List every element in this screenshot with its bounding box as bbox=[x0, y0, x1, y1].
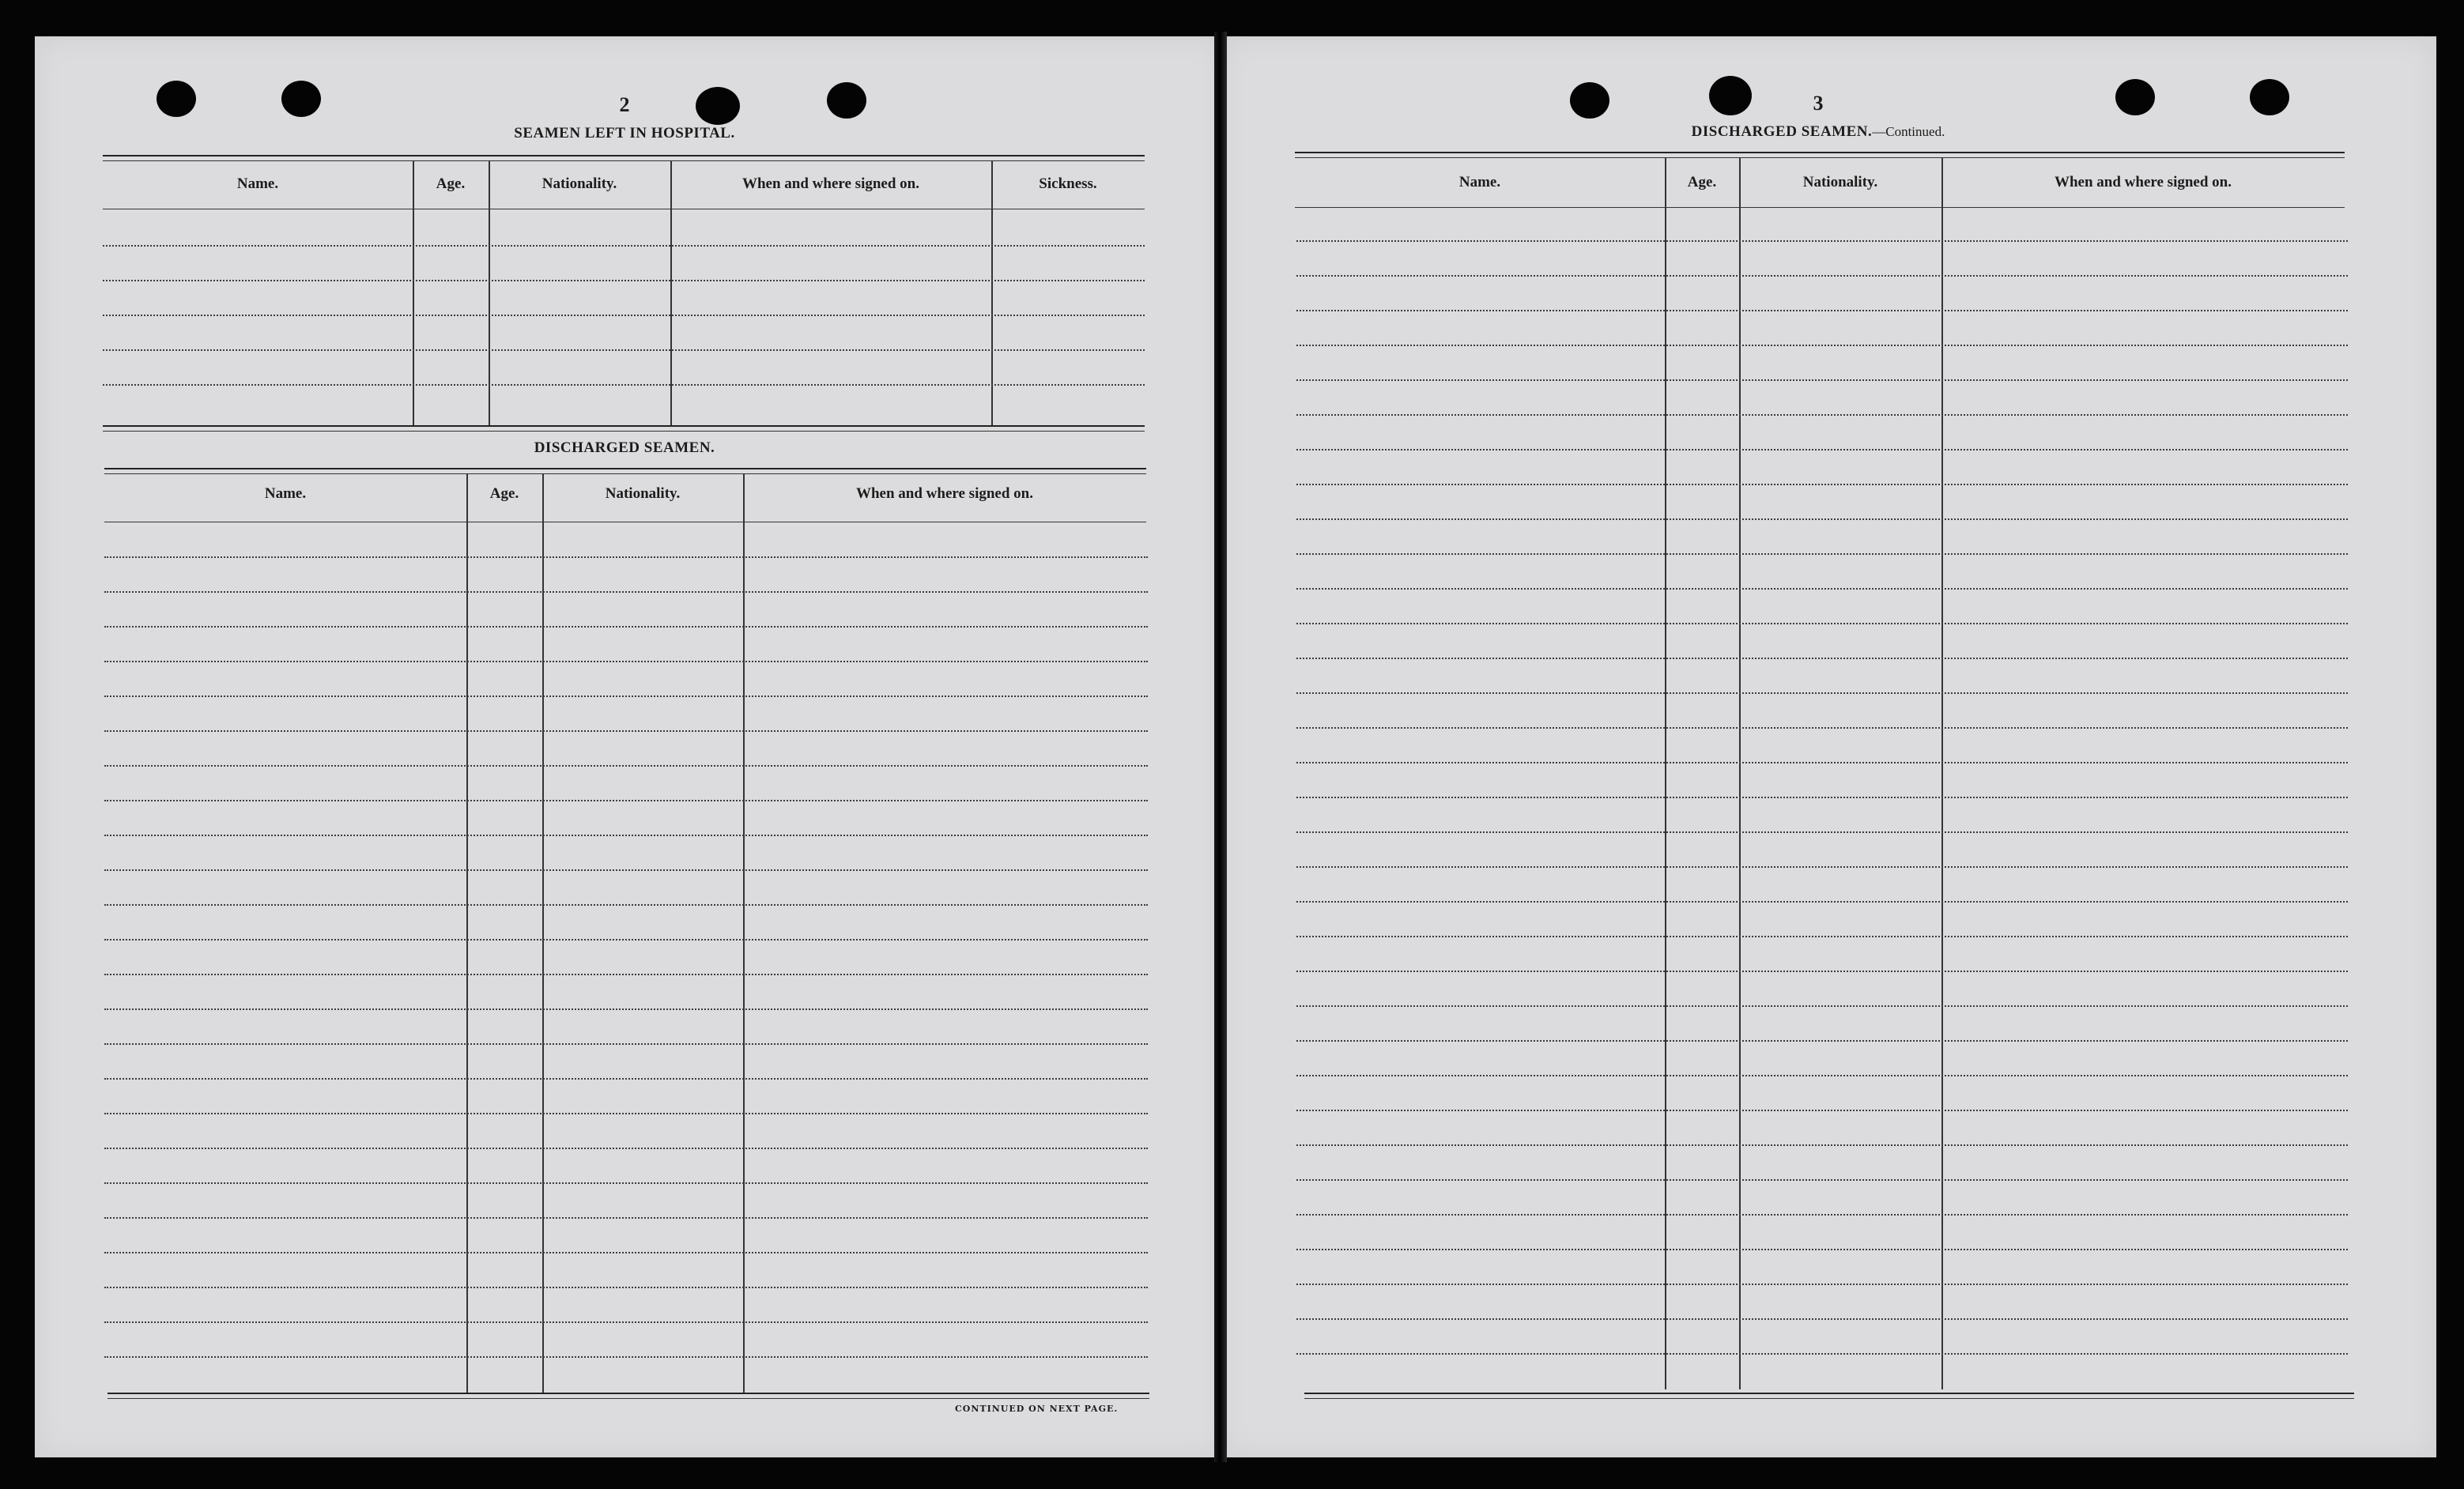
right-col-divider bbox=[1941, 158, 1943, 1389]
table-row[interactable] bbox=[104, 695, 1148, 697]
table-row[interactable] bbox=[1296, 1249, 2348, 1250]
hospital-table-top-rule-2 bbox=[103, 160, 1145, 161]
discharged-col-age: Age. bbox=[489, 485, 519, 502]
discharged-col-divider bbox=[542, 474, 544, 1394]
table-row[interactable] bbox=[104, 626, 1148, 628]
page-gutter bbox=[1214, 32, 1227, 1462]
table-row[interactable] bbox=[1296, 484, 2348, 485]
right-page bbox=[1221, 36, 2436, 1457]
right-table-bottom-rule bbox=[1304, 1393, 2354, 1394]
table-row[interactable] bbox=[1296, 762, 2348, 763]
table-row[interactable] bbox=[1296, 449, 2348, 450]
table-row[interactable] bbox=[104, 661, 1148, 662]
punch-hole-icon bbox=[2115, 79, 2155, 115]
right-header-rule bbox=[1295, 207, 2345, 208]
punch-hole-icon bbox=[281, 81, 321, 117]
page-number-right: 3 bbox=[1813, 92, 1824, 115]
punch-hole-icon bbox=[157, 81, 196, 117]
table-row[interactable] bbox=[1296, 831, 2348, 833]
table-row[interactable] bbox=[1296, 797, 2348, 798]
table-row[interactable] bbox=[1296, 901, 2348, 903]
table-row[interactable] bbox=[1296, 971, 2348, 972]
table-row[interactable] bbox=[1296, 414, 2348, 416]
discharged-table-bottom-rule-2 bbox=[108, 1398, 1149, 1399]
hospital-section-title: SEAMEN LEFT IN HOSPITAL. bbox=[514, 125, 735, 141]
table-row[interactable] bbox=[104, 1148, 1148, 1149]
table-row[interactable] bbox=[1296, 1075, 2348, 1076]
hospital-table-bottom-rule-2 bbox=[103, 431, 1145, 432]
table-row[interactable] bbox=[104, 1287, 1148, 1288]
table-row[interactable] bbox=[104, 835, 1148, 836]
punch-hole-icon bbox=[827, 82, 866, 119]
table-row[interactable] bbox=[104, 730, 1148, 732]
table-row[interactable] bbox=[1296, 727, 2348, 729]
hospital-col-signed-on: When and where signed on. bbox=[741, 175, 919, 192]
table-row[interactable] bbox=[104, 800, 1148, 801]
table-row[interactable] bbox=[1296, 1040, 2348, 1042]
punch-hole-icon bbox=[2250, 79, 2289, 115]
punch-hole-icon bbox=[1709, 76, 1752, 115]
discharged-continued-title-main: DISCHARGED SEAMEN. bbox=[1691, 123, 1873, 140]
page-number-left: 2 bbox=[619, 93, 630, 116]
table-row[interactable] bbox=[103, 384, 1145, 386]
discharged-col-divider bbox=[466, 474, 468, 1394]
table-row[interactable] bbox=[104, 869, 1148, 871]
table-row[interactable] bbox=[1296, 658, 2348, 659]
table-row[interactable] bbox=[1296, 1318, 2348, 1320]
table-row[interactable] bbox=[104, 1252, 1148, 1253]
table-row[interactable] bbox=[1296, 379, 2348, 381]
hospital-col-nationality: Nationality. bbox=[541, 175, 617, 192]
table-row[interactable] bbox=[1296, 1353, 2348, 1355]
discharged-continued-title-suffix: —Continued. bbox=[1872, 124, 1945, 139]
table-row[interactable] bbox=[1296, 936, 2348, 937]
discharged-col-signed-on: When and where signed on. bbox=[855, 485, 1033, 502]
hospital-col-name: Name. bbox=[236, 175, 279, 192]
discharged-col-divider bbox=[743, 474, 745, 1394]
table-row[interactable] bbox=[104, 939, 1148, 941]
continued-note: CONTINUED ON NEXT PAGE. bbox=[955, 1404, 1119, 1414]
hospital-col-age: Age. bbox=[436, 175, 466, 192]
table-row[interactable] bbox=[104, 591, 1148, 593]
table-row[interactable] bbox=[104, 1078, 1148, 1080]
table-row[interactable] bbox=[1296, 240, 2348, 242]
table-row[interactable] bbox=[1296, 518, 2348, 520]
right-table-top-rule bbox=[1295, 152, 2345, 153]
table-row[interactable] bbox=[1296, 310, 2348, 311]
table-row[interactable] bbox=[104, 1008, 1148, 1010]
table-row[interactable] bbox=[104, 974, 1148, 975]
table-row[interactable] bbox=[104, 1321, 1148, 1323]
right-col-nationality: Nationality. bbox=[1802, 174, 1878, 190]
discharged-table-bottom-rule bbox=[108, 1393, 1149, 1394]
table-row[interactable] bbox=[104, 904, 1148, 906]
right-col-age: Age. bbox=[1687, 174, 1717, 190]
table-row[interactable] bbox=[1296, 1284, 2348, 1285]
discharged-col-name: Name. bbox=[264, 485, 307, 502]
table-row[interactable] bbox=[104, 1182, 1148, 1184]
table-row[interactable] bbox=[1296, 1110, 2348, 1111]
table-row[interactable] bbox=[103, 315, 1145, 316]
table-row[interactable] bbox=[104, 556, 1148, 558]
table-row[interactable] bbox=[103, 280, 1145, 281]
table-row[interactable] bbox=[1296, 588, 2348, 590]
table-row[interactable] bbox=[1296, 553, 2348, 555]
hospital-table-top-rule bbox=[103, 155, 1145, 156]
table-row[interactable] bbox=[1296, 623, 2348, 624]
table-row[interactable] bbox=[104, 1113, 1148, 1114]
discharged-table-top-rule bbox=[104, 468, 1146, 469]
table-row[interactable] bbox=[1296, 1179, 2348, 1181]
table-row[interactable] bbox=[1296, 345, 2348, 346]
table-row[interactable] bbox=[1296, 692, 2348, 694]
right-col-name: Name. bbox=[1458, 174, 1501, 190]
table-row[interactable] bbox=[103, 349, 1145, 351]
right-table-top-rule-2 bbox=[1295, 157, 2345, 158]
discharged-section-title: DISCHARGED SEAMEN. bbox=[534, 439, 715, 456]
hospital-col-sickness: Sickness. bbox=[1039, 175, 1097, 192]
table-row[interactable] bbox=[1296, 1144, 2348, 1146]
table-row[interactable] bbox=[1296, 1214, 2348, 1216]
table-row[interactable] bbox=[104, 1043, 1148, 1045]
table-row[interactable] bbox=[103, 245, 1145, 247]
punch-hole-icon bbox=[696, 87, 740, 125]
right-col-divider bbox=[1665, 158, 1666, 1389]
left-page bbox=[35, 36, 1225, 1457]
right-col-signed-on: When and where signed on. bbox=[2054, 174, 2232, 190]
discharged-table-top-rule-2 bbox=[104, 473, 1146, 474]
table-row[interactable] bbox=[104, 1356, 1148, 1358]
discharged-continued-title bbox=[1628, 123, 2008, 141]
table-row[interactable] bbox=[104, 765, 1148, 767]
punch-hole-icon bbox=[1570, 82, 1609, 119]
hospital-table-bottom-rule bbox=[103, 425, 1145, 427]
discharged-col-nationality: Nationality. bbox=[605, 485, 681, 502]
table-row[interactable] bbox=[104, 1217, 1148, 1219]
right-table-bottom-rule-2 bbox=[1304, 1398, 2354, 1399]
table-row[interactable] bbox=[1296, 1005, 2348, 1007]
table-row[interactable] bbox=[1296, 275, 2348, 277]
table-row[interactable] bbox=[1296, 866, 2348, 868]
right-col-divider bbox=[1739, 158, 1741, 1389]
